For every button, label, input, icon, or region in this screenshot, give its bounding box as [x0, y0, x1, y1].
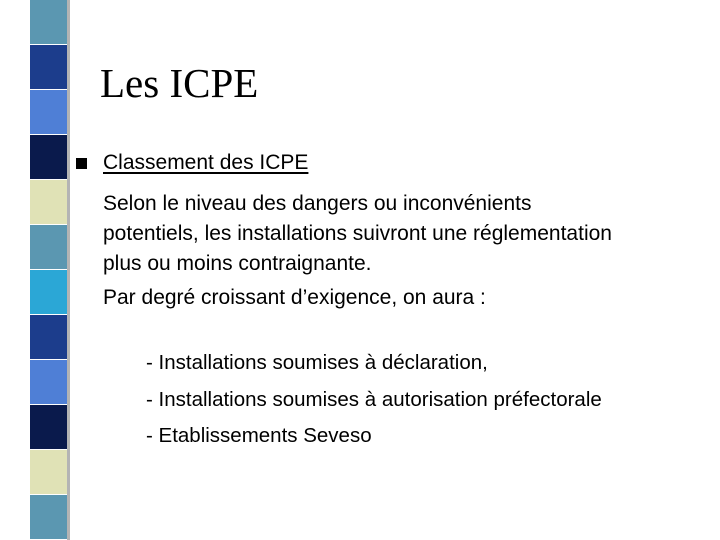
decorative-stripe-bar — [30, 0, 67, 540]
stripe-segment — [30, 225, 67, 270]
list-item: - Installations soumises à autorisation préfectorale — [146, 388, 602, 411]
stripe-segment — [30, 270, 67, 315]
paragraph-line: plus ou moins contraignante. — [103, 252, 372, 275]
paragraph-line: potentiels, les installations suivront une réglementation — [103, 222, 612, 245]
stripe-segment — [30, 495, 67, 540]
bullet-heading: Classement des ICPE — [103, 151, 309, 174]
stripe-segment — [30, 135, 67, 180]
stripe-segment — [30, 360, 67, 405]
paragraph-line: Selon le niveau des dangers ou inconvénients — [103, 192, 532, 215]
stripe-segment — [30, 450, 67, 495]
stripe-shadow — [67, 0, 70, 540]
stripe-segment — [30, 0, 67, 45]
stripe-segment — [30, 315, 67, 360]
list-item: - Etablissements Seveso — [146, 424, 372, 447]
stripe-segment — [30, 45, 67, 90]
square-bullet-icon — [76, 158, 87, 169]
slide-title: Les ICPE — [100, 60, 259, 106]
stripe-segment — [30, 90, 67, 135]
stripe-segment — [30, 405, 67, 450]
list-item: - Installations soumises à déclaration, — [146, 351, 488, 374]
stripe-segment — [30, 180, 67, 225]
paragraph-line: Par degré croissant d’exigence, on aura : — [103, 286, 486, 309]
